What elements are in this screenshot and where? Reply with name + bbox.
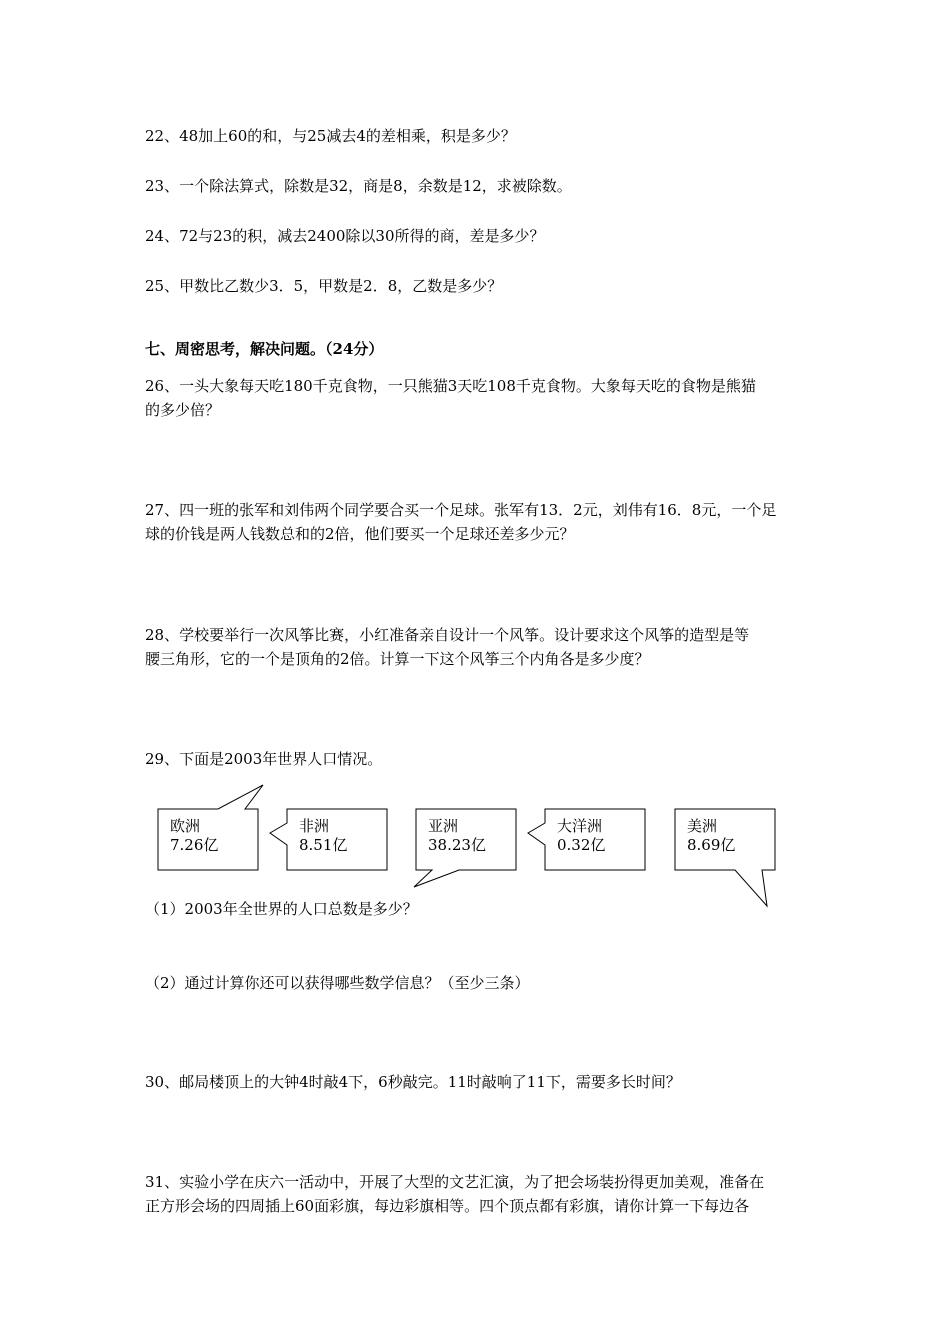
q29-sub2: （2）通过计算你还可以获得哪些数学信息？（至少三条） [145,974,530,992]
bubble-oceania-value: 0.32亿 [557,836,606,854]
q22-text: 22、48加上60的和，与25减去4的差相乘，积是多少？ [145,127,516,145]
bubble-oceania-label: 大洋洲 [557,817,603,835]
q28-line1: 28、学校要举行一次风筝比赛，小红准备亲自设计一个风筝。设计要求这个风筝的造型是等 [145,626,750,644]
bubble-america-label: 美洲 [687,817,718,835]
q31-line2: 正方形会场的四周插上60面彩旗，每边彩旗相等。四个顶点都有彩旗，请你计算一下每边各 [145,1197,750,1215]
q25-text: 25、甲数比乙数少3．5，甲数是2．8，乙数是多少？ [145,277,503,295]
bubble-america-value: 8.69亿 [687,836,736,854]
q31-line1: 31、实验小学在庆六一活动中，开展了大型的文艺汇演，为了把会场装扮得更加美观，准备在 [145,1173,765,1191]
q28-line2: 腰三角形，它的一个是顶角的2倍。计算一下这个风筝三个内角各是多少度？ [145,650,650,668]
q29-intro: 29、下面是2003年世界人口情况。 [145,750,383,768]
q27-line1: 27、四一班的张军和刘伟两个同学要合买一个足球。张军有13．2元，刘伟有16．8元，一个足 [145,501,777,519]
bubble-africa-label: 非洲 [299,817,330,835]
bubble-europe-value: 7.26亿 [170,836,219,854]
q29-sub1: （1）2003年全世界的人口总数是多少？ [145,900,418,918]
bubble-asia-label: 亚洲 [428,817,459,835]
q30-text: 30、邮局楼顶上的大钟4时敲4下，6秒敲完。11时敲响了11下，需要多长时间？ [145,1073,681,1091]
q24-text: 24、72与23的积，减去2400除以30所得的商，差是多少？ [145,227,545,245]
q26-line1: 26、一头大象每天吃180千克食物，一只熊猫3天吃108千克食物。大象每天吃的食物是熊猫 [145,377,756,395]
section-heading: 七、周密思考，解决问题。（24分） [145,340,384,358]
q27-line2: 球的价钱是两人钱数总和的2倍，他们要买一个足球还差多少元？ [145,525,575,543]
bubble-asia-value: 38.23亿 [428,836,486,854]
bubble-africa-value: 8.51亿 [299,836,348,854]
q26-line2: 的多少倍？ [145,401,221,419]
q23-text: 23、一个除法算式，除数是32，商是8，余数是12，求被除数。 [145,177,572,195]
bubble-europe-label: 欧洲 [170,817,201,835]
